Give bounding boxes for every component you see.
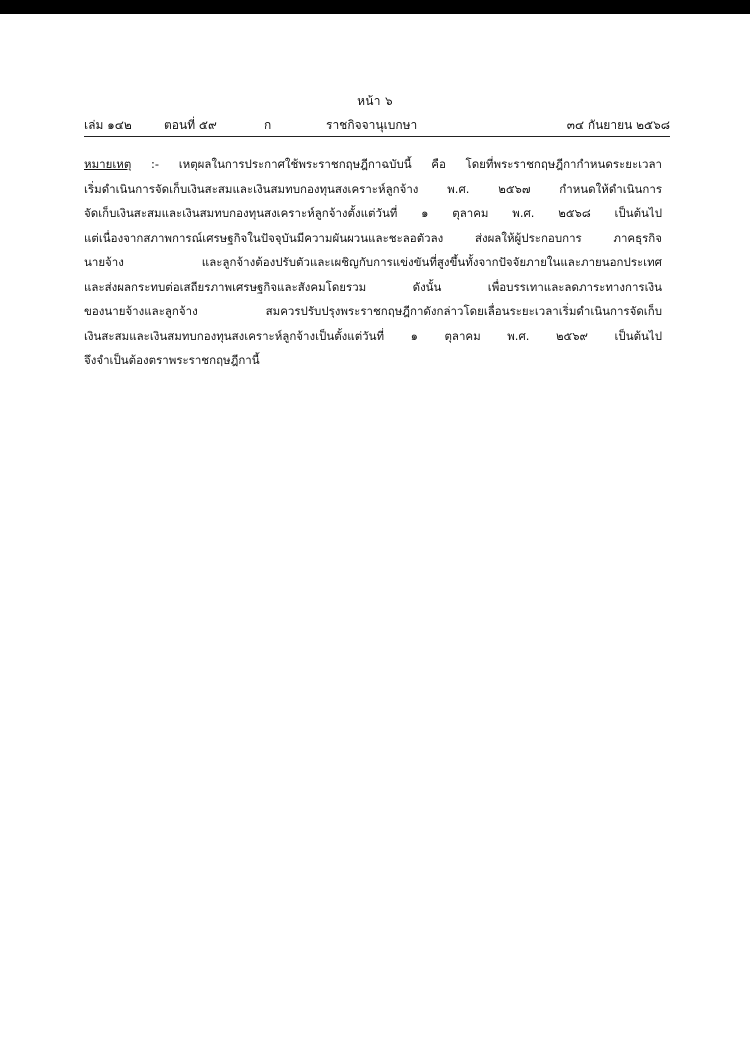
header-divider — [84, 136, 670, 137]
remark-label: หมายเหตุ — [84, 157, 132, 171]
remark-line: ของนายจ้างและลูกจ้าง สมควรปรับปรุงพระราชกฤษฎีกาดังกล่าวโดยเลื่อนระยะเวลาเริ่มดำเนินการจัดเก็บ — [84, 304, 662, 318]
header-section: ก — [264, 118, 272, 132]
remark-line: จัดเก็บเงินสะสมและเงินสมทบกองทุนสงเคราะห์ลูกจ้างตั้งแต่วันที่ ๑ ตุลาคม พ.ศ. ๒๕๖๘ เป็นต้นไป — [84, 206, 662, 220]
remark-line: เงินสะสมและเงินสมทบกองทุนสงเคราะห์ลูกจ้างเป็นตั้งแต่วันที่ ๑ ตุลาคม พ.ศ. ๒๕๖๙ เป็นต้นไป — [84, 328, 662, 343]
remark-line: จึงจำเป็นต้องตราพระราชกฤษฎีกานี้ — [84, 353, 260, 367]
remark-line: และส่งผลกระทบต่อเสถียรภาพเศรษฐกิจและสังคมโดยรวม ดังนั้น เพื่อบรรเทาและลดภาระทางการเงิน — [84, 279, 662, 294]
remark-separator: :- — [151, 157, 160, 171]
gazette-header — [84, 116, 670, 134]
header-gazette-name: ราชกิจจานุเบกษา — [326, 118, 418, 132]
remark-line-text: เหตุผลในการประกาศใช้พระราชกฤษฎีกาฉบับนี้ คือ โดยที่พระราชกฤษฎีกากำหนดระยะเวลา — [178, 157, 663, 171]
header-issue: ตอนที่ ๕๙ — [164, 118, 217, 132]
remark-line: เริ่มดำเนินการจัดเก็บเงินสะสมและเงินสมทบกองทุนสงเคราะห์ลูกจ้าง พ.ศ. ๒๕๖๗ กำหนดให้ดำเนินการ — [84, 181, 662, 196]
remark-line: แต่เนื่องจากสภาพการณ์เศรษฐกิจในปัจจุบันมีความผันผวนและชะลอตัวลง ส่งผลให้ผู้ประกอบการ ภาคธุรกิจ — [84, 230, 662, 245]
top-black-bar — [0, 0, 750, 14]
header-volume: เล่ม ๑๔๒ — [84, 118, 132, 132]
page-number: หน้า ๖ — [357, 94, 393, 108]
remark-line: นายจ้าง และลูกจ้างต้องปรับตัวและเผชิญกับการแข่งขันที่สูงขึ้นทั้งจากปัจจัยภายในและภายนอกประเทศ — [84, 255, 662, 269]
header-date: ๓๔ กันยายน ๒๕๖๘ — [566, 118, 670, 132]
remark-line — [84, 152, 662, 177]
remark-paragraph — [84, 152, 662, 373]
